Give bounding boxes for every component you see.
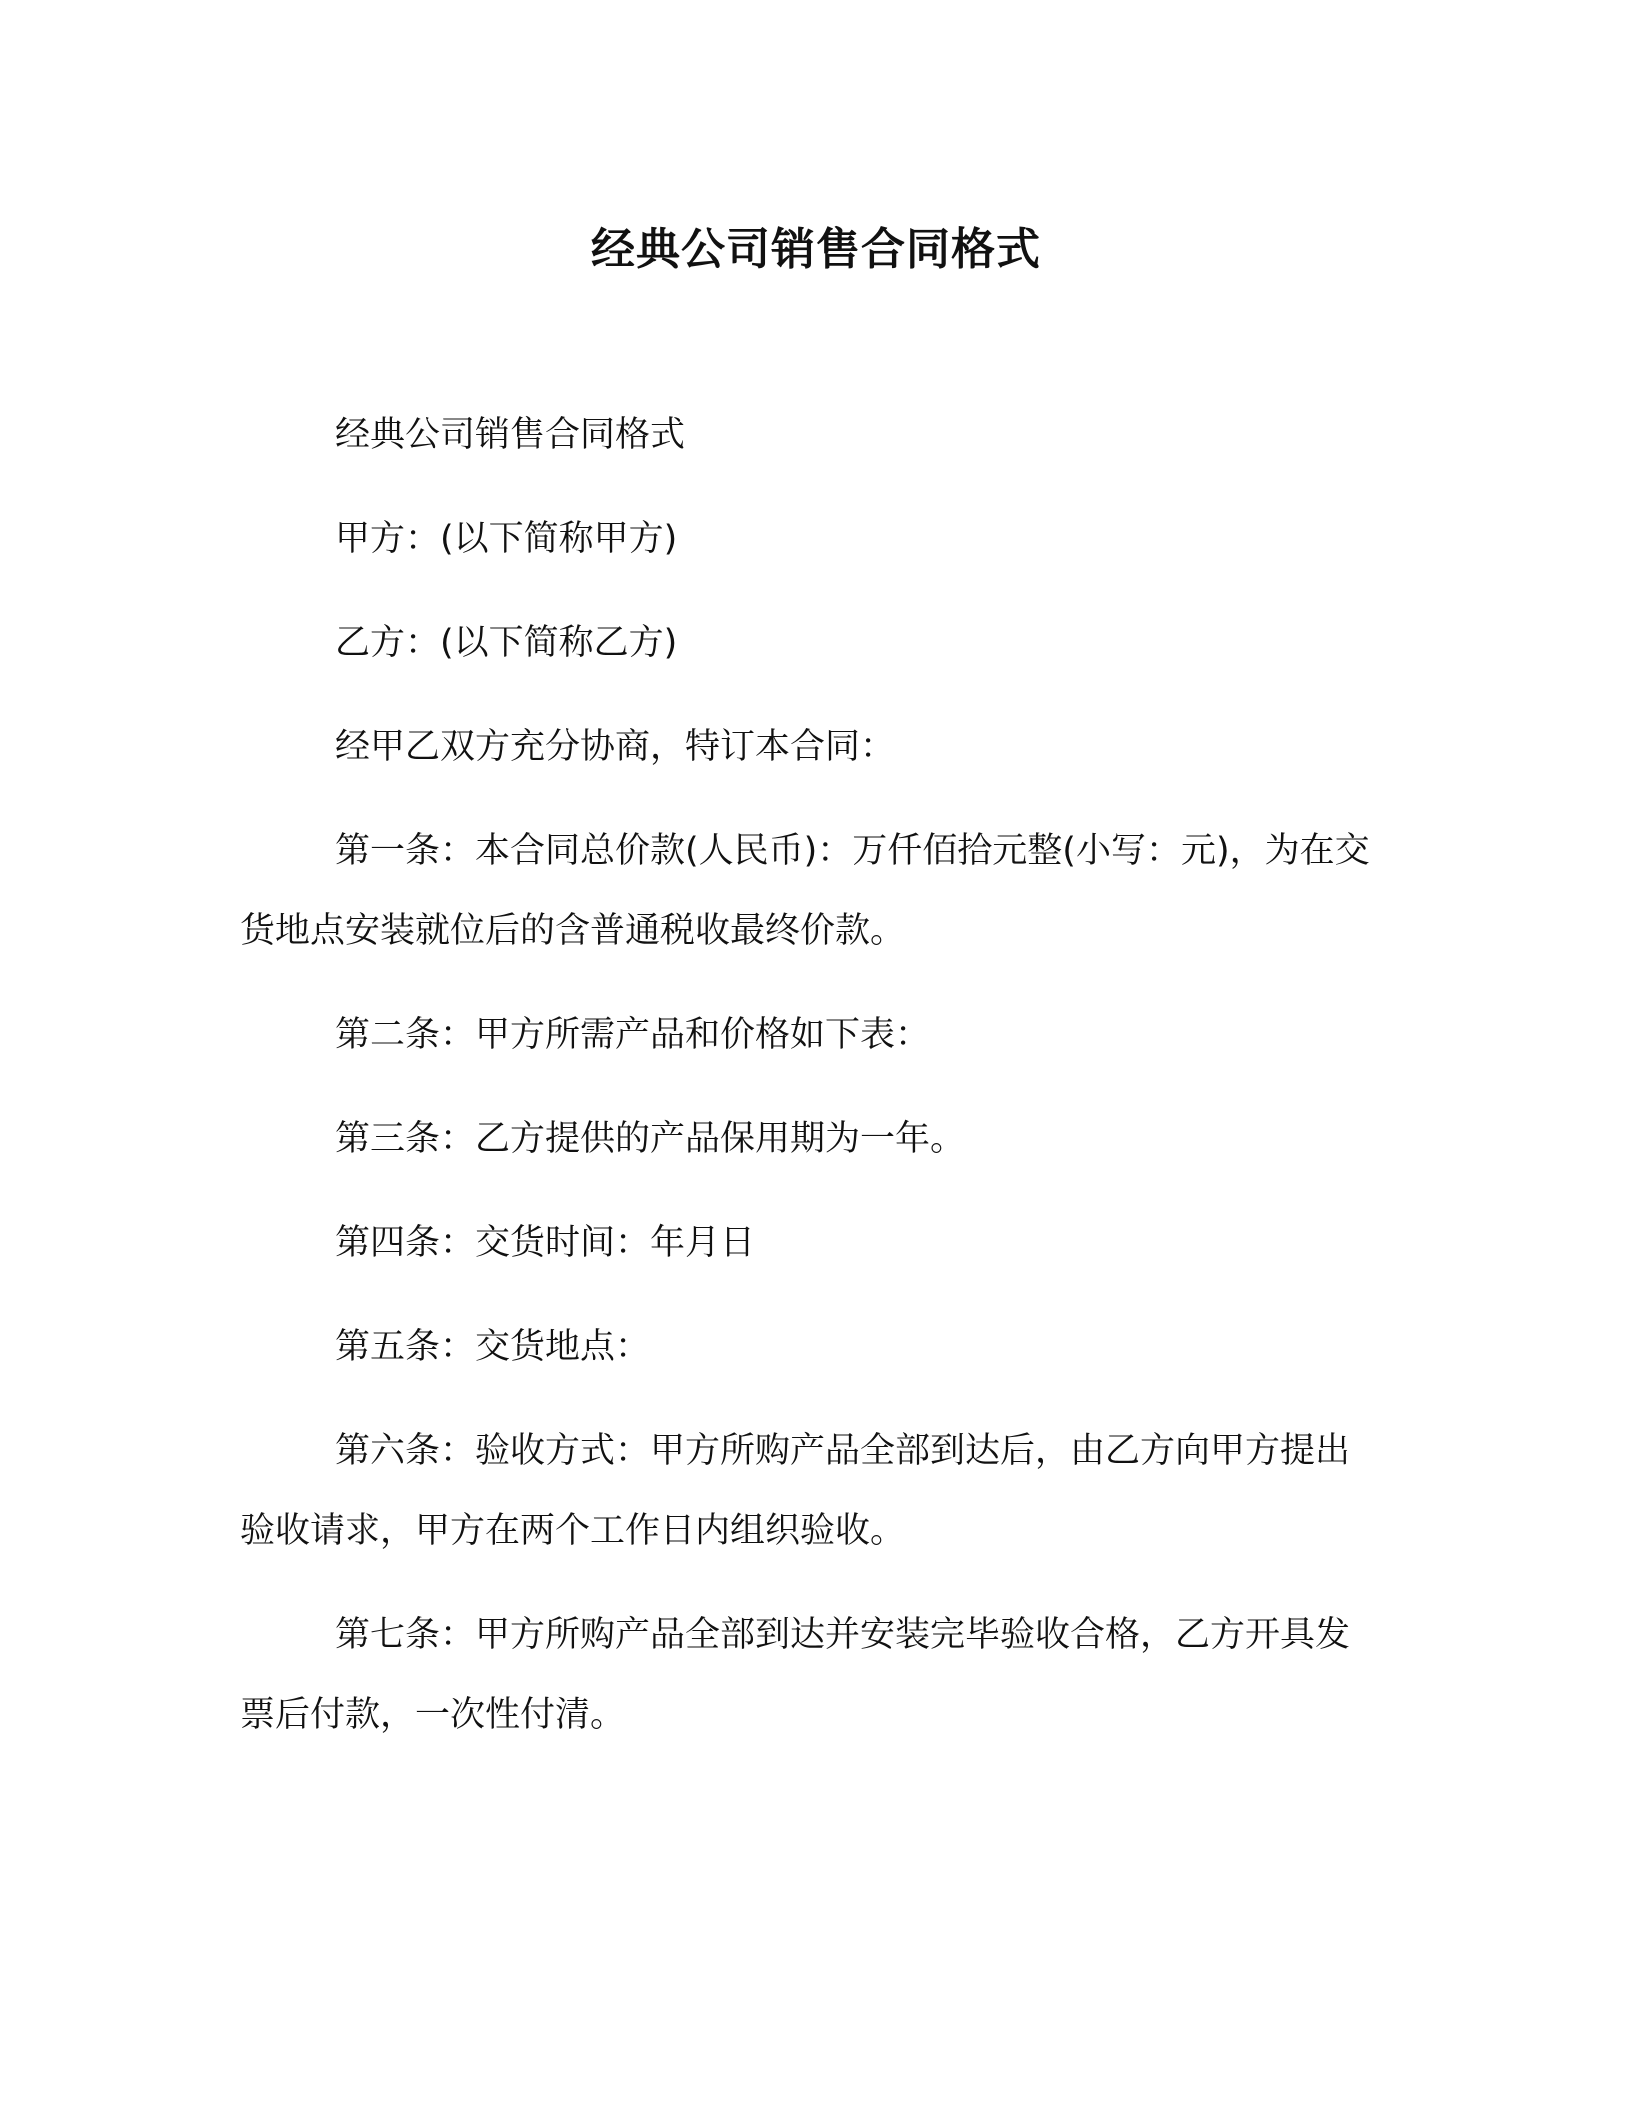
paragraph-article-4: 第四条：交货时间：年月日 [335, 1223, 756, 1263]
paragraph-article-1: 第一条：本合同总价款(人民币)：万仟佰拾元整(小写：元)，为在交货地点安装就位后的含普通税收最终价款。 [240, 831, 1370, 951]
paragraph-party-b: 乙方：(以下简称乙方) [335, 623, 678, 663]
paragraph-article-6: 第六条：验收方式：甲方所购产品全部到达后，由乙方向甲方提出验收请求，甲方在两个工作日内组织验收。 [240, 1431, 1351, 1551]
paragraph-subtitle: 经典公司销售合同格式 [335, 415, 686, 455]
paragraph-article-7: 第七条：甲方所购产品全部到达并安装完毕验收合格，乙方开具发票后付款，一次性付清。 [240, 1615, 1351, 1735]
document-body [240, 395, 1380, 1779]
paragraph-party-a: 甲方：(以下简称甲方) [335, 519, 678, 559]
document-title: 经典公司销售合同格式 [591, 224, 1041, 275]
paragraph-article-5: 第五条：交货地点： [335, 1327, 651, 1367]
paragraph-article-2: 第二条：甲方所需产品和价格如下表： [335, 1015, 931, 1055]
paragraph-agreement: 经甲乙双方充分协商，特订本合同： [335, 727, 896, 767]
paragraph-article-3: 第三条：乙方提供的产品保用期为一年。 [335, 1119, 966, 1159]
